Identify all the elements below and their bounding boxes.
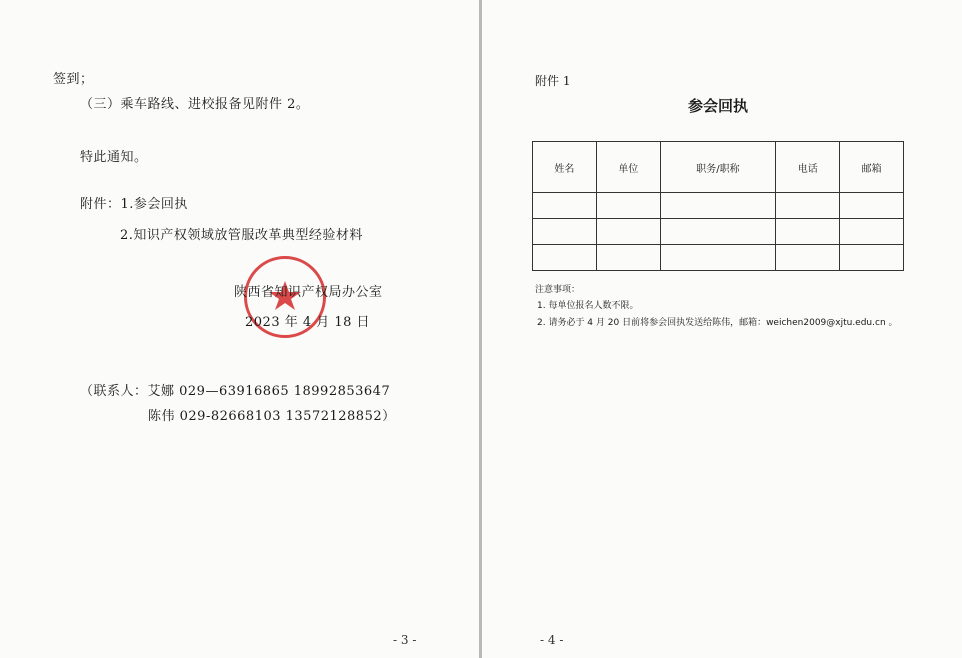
page-number: - 4 - <box>540 633 564 647</box>
note-item-2: 2. 请务必于 4 月 20 日前将参会回执发送给陈伟，邮箱：weichen2009@xjtu.edu.cn 。 <box>537 318 898 328</box>
table-cell <box>776 193 840 219</box>
table-row <box>533 193 904 219</box>
table-header-row <box>533 142 904 193</box>
issue-date: 2023 年 4 月 18 日 <box>245 315 371 330</box>
table-cell <box>596 245 660 271</box>
table-cell <box>533 245 597 271</box>
text-line-notice: 特此通知。 <box>80 150 148 165</box>
page-number: - 3 - <box>393 633 417 647</box>
receipt-table <box>532 141 904 271</box>
table-row <box>533 219 904 245</box>
header-phone: 电话 <box>776 142 840 193</box>
header-email: 邮箱 <box>840 142 904 193</box>
note-item-1: 1. 每单位报名人数不限。 <box>537 301 639 311</box>
table-cell <box>660 219 776 245</box>
table-cell <box>596 219 660 245</box>
header-name: 姓名 <box>533 142 597 193</box>
table-cell <box>776 245 840 271</box>
attachment-line-2: 2.知识产权领域放管服改革典型经验材料 <box>120 228 363 243</box>
signer-office: 陕西省知识产权局办公室 <box>234 285 383 300</box>
notes-heading: 注意事项： <box>535 285 581 295</box>
text-line-signin: 签到； <box>53 72 94 87</box>
left-page <box>0 0 479 658</box>
table-cell <box>533 219 597 245</box>
header-position: 职务/职称 <box>660 142 776 193</box>
page-title: 参会回执 <box>688 97 749 115</box>
table-cell <box>596 193 660 219</box>
table-row <box>533 245 904 271</box>
header-unit: 单位 <box>596 142 660 193</box>
table-cell <box>533 193 597 219</box>
contact-line-1: （联系人：艾娜 029—63916865 18992853647 <box>80 384 391 399</box>
table-cell <box>840 193 904 219</box>
table-cell <box>840 219 904 245</box>
right-page <box>482 0 962 658</box>
table-cell <box>660 193 776 219</box>
contact-line-2: 陈伟 029-82668103 13572128852） <box>148 409 396 424</box>
table-cell <box>840 245 904 271</box>
attachment-label: 附件 1 <box>535 74 571 88</box>
table-cell <box>660 245 776 271</box>
table-cell <box>776 219 840 245</box>
text-line-route: （三）乘车路线、进校报备见附件 2。 <box>80 97 310 112</box>
attachment-line-1: 附件：1.参会回执 <box>80 197 188 212</box>
